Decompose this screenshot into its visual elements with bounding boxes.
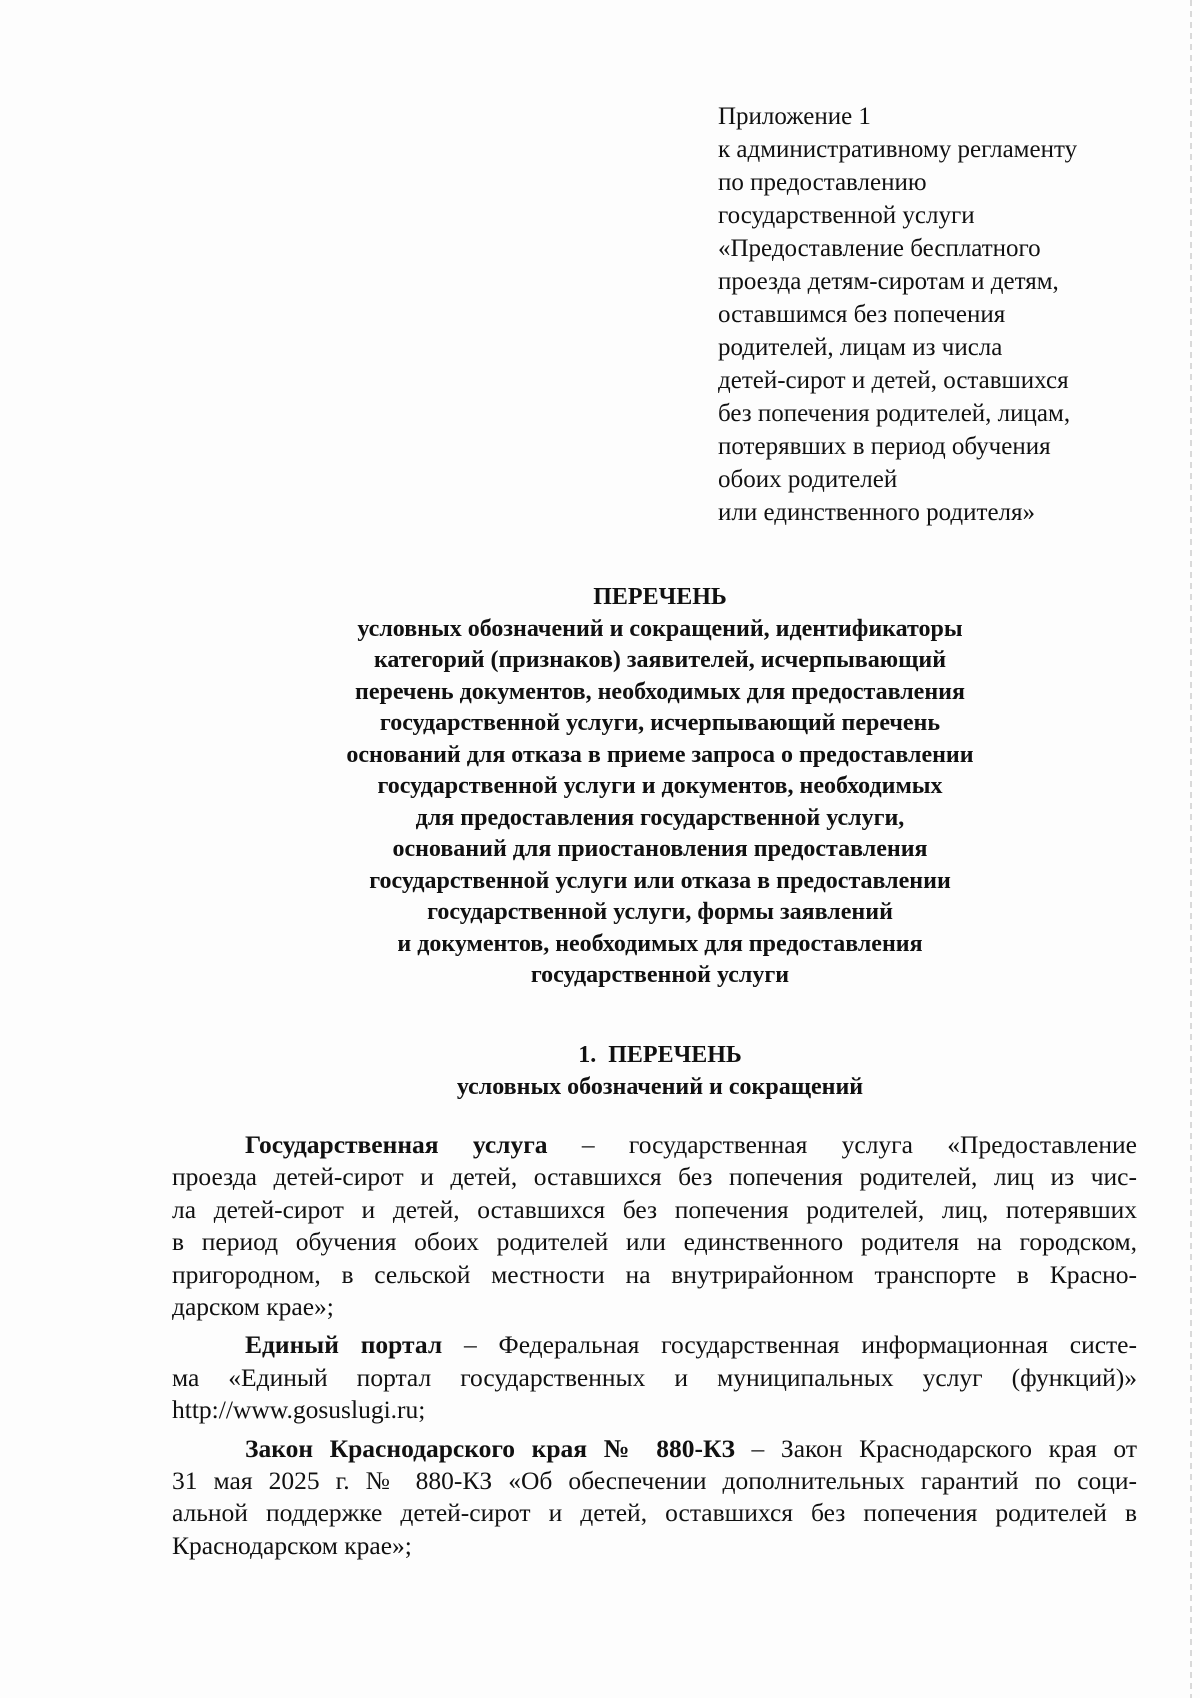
definition-text: – Закон Краснодарского края от	[734, 1433, 1137, 1463]
main-title-line: государственной услуги и документов, необходимых	[377, 773, 943, 799]
definition-line: альной поддержке детей-сирот и детей, оставшихся без попечения родителей в	[172, 1498, 1137, 1528]
appendix-line: «Предоставление бесплатного	[718, 235, 1041, 262]
appendix-line: по предоставлению	[718, 169, 927, 196]
section-1-heading	[160, 1039, 1160, 1071]
appendix-line: без попечения родителей, лицам,	[718, 400, 1071, 427]
main-title	[160, 582, 1160, 992]
appendix-line: государственной услуги	[718, 202, 975, 229]
main-title-line: государственной услуги или отказа в предоставлении	[369, 867, 951, 894]
definition-text: – Федеральная государственная информационная систе-	[442, 1330, 1137, 1360]
definition-line: ла детей-сирот и детей, оставшихся без попечения родителей, лиц, потерявших	[172, 1194, 1137, 1224]
appendix-line: Приложение 1	[718, 103, 871, 130]
appendix-line: потерявших в период обучения	[718, 433, 1051, 460]
definition-line: проезда детей-сирот и детей, оставшихся без попечения родителей, лиц из чис-	[172, 1162, 1137, 1192]
appendix-line: родителей, лицам из числа	[718, 334, 1003, 361]
appendix-line: обоих родителей	[718, 466, 898, 493]
definition-gosudarstvennaya-usluga	[172, 1129, 1137, 1323]
appendix-line: к административному регламенту	[718, 136, 1078, 163]
definition-zakon-880-kz	[172, 1433, 1137, 1563]
appendix-line: проезда детям-сиротам и детям,	[718, 268, 1059, 295]
definition-line	[172, 1129, 1137, 1161]
definition-line	[172, 1433, 1137, 1465]
definition-line: в период обучения обоих родителей или единственного родителя на городском,	[172, 1227, 1137, 1257]
definition-line: пригородном, в сельской местности на внутрирайонном транспорте в Красно-	[172, 1259, 1137, 1289]
appendix-line: оставшимся без попечения	[718, 301, 1006, 328]
main-title-line: условных обозначений и сокращений, идентификаторы	[357, 615, 963, 642]
main-title-line: государственной услуги, формы заявлений	[427, 899, 893, 925]
definition-line: 31 мая 2025 г. № 880-КЗ «Об обеспечении дополнительных гарантий по соци-	[172, 1465, 1137, 1495]
appendix-line: детей-сирот и детей, оставшихся	[718, 367, 1069, 394]
definition-line: Краснодарском крае»;	[172, 1530, 412, 1560]
main-title-line: перечень документов, необходимых для предоставления	[355, 678, 965, 705]
main-title-line: ПЕРЕЧЕНЬ	[593, 584, 727, 610]
definition-text: – государственная услуга «Предоставление	[547, 1130, 1137, 1159]
definition-line	[172, 1329, 1137, 1361]
section-1-subheading: условных обозначений и сокращений	[456, 1074, 864, 1100]
section-1-title	[160, 1039, 1160, 1103]
definition-line: ма «Единый портал государственных и муниципальных услуг (функций)»	[172, 1362, 1137, 1392]
definition-term: Единый портал	[245, 1330, 443, 1360]
main-title-line: государственной услуги, исчерпывающий перечень	[379, 710, 941, 736]
definition-line: http://www.gosuslugi.ru;	[172, 1395, 426, 1425]
definition-term: Закон Краснодарского края № 880-КЗ	[245, 1433, 735, 1463]
appendix-line: или единственного родителя»	[718, 499, 1036, 526]
definition-ediny-portal	[172, 1329, 1137, 1426]
definition-term: Государственная услуга	[245, 1130, 548, 1159]
main-title-line: государственной услуги	[530, 962, 790, 988]
scan-edge-artifact	[1190, 0, 1192, 1698]
appendix-header	[718, 100, 1138, 529]
main-title-line: оснований для отказа в приеме запроса о предоставлении	[346, 741, 974, 768]
main-title-line: категорий (признаков) заявителей, исчерпывающий	[373, 647, 947, 673]
main-title-line: для предоставления государственной услуги,	[415, 804, 905, 831]
definition-line: дарском крае»;	[172, 1291, 334, 1321]
section-1-number: 1.	[578, 1042, 597, 1068]
main-title-line: оснований для приостановления предоставления	[392, 836, 928, 862]
section-1-heading-text: ПЕРЕЧЕНЬ	[608, 1042, 742, 1068]
main-title-line: и документов, необходимых для предоставления	[397, 930, 923, 957]
definitions-list	[172, 1129, 1137, 1562]
